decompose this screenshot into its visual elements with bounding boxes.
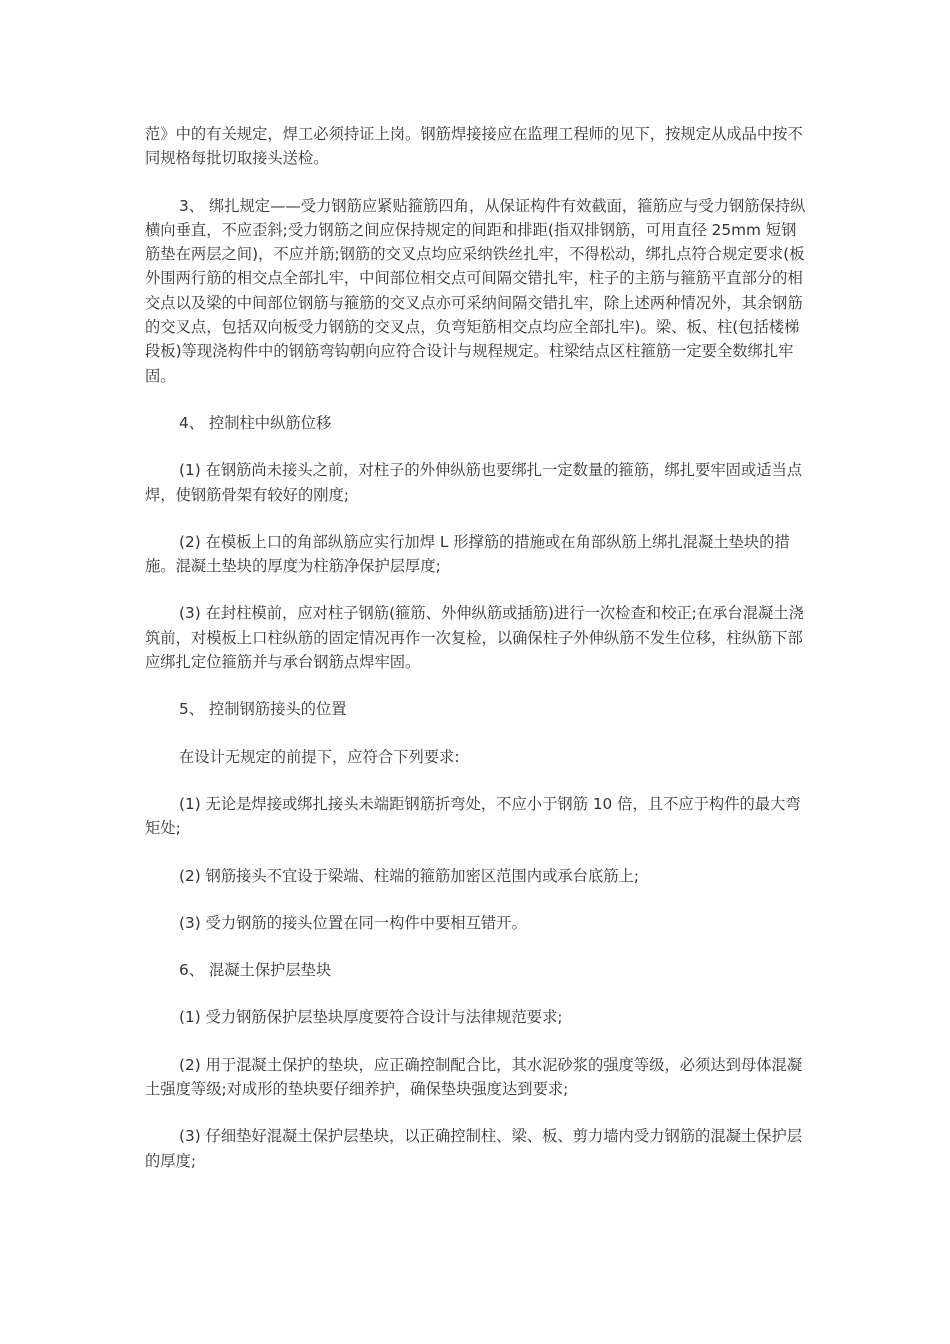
- paragraph: (3) 仔细垫好混凝土保护层垫块，以正确控制柱、梁、板、剪力墙内受力钢筋的混凝土保护层的厚度;: [145, 1127, 803, 1170]
- section-heading: 4、 控制柱中纵筋位移: [179, 413, 332, 432]
- paragraph: (2) 用于混凝土保护的垫块，应正确控制配合比，其水泥砂浆的强度等级，必须达到母体混凝土强度等级;对成形的垫块要仔细养护，确保垫块强度达到要求;: [145, 1055, 803, 1099]
- paragraph: 范》中的有关规定，焊工必须持证上岗。钢筋焊接接应在监理工程师的见下，按规定从成品中按不同规格每批切取接头送检。: [145, 125, 803, 168]
- paragraph: 3、 绑扎规定——受力钢筋应紧贴箍筋四角，从保证构件有效截面，箍筋应与受力钢筋保持纵横向垂直，不应歪斜;受力钢筋之间应保持规定的间距和排距(指双排钢筋，可用直径 25mm 短钢筋垫在两层之间)，不应并筋;钢筋的交叉点均应采纳铁丝扎牢，不得松动，绑扎点符合规定要求(板外围两行筋的相交点全部扎牢，中间部位相交点可间隔交错扎牢，柱子的主筋与箍筋平直部分的相交点以及梁的中间部位钢筋与箍筋的交叉点亦可采纳间隔交错扎牢，除上述两种情况外，其余钢筋的交叉点，包括双向板受力钢筋的交叉点，负弯矩筋相交点均应全部扎牢)。梁、板、柱(包括楼梯段板)等现浇构件中的钢筋弯钩朝向应符合设计与规程规定。柱梁结点区柱箍筋一定要全数绑扎牢固。: [145, 196, 806, 385]
- paragraph: (1) 受力钢筋保护层垫块厚度要符合设计与法律规范要求;: [179, 1008, 563, 1027]
- paragraph: (3) 在封柱模前，应对柱子钢筋(箍筋、外伸纵筋或插筋)进行一次检查和校正;在承台混凝土浇筑前，对模板上口柱纵筋的固定情况再作一次复检，以确保柱子外伸纵筋不发生位移，柱纵筋下部应绑扎定位箍筋并与承台钢筋点焊牢固。: [145, 604, 804, 672]
- document-body: [145, 122, 807, 1196]
- paragraph: (2) 钢筋接头不宜设于梁端、柱端的箍筋加密区范围内或承台底筋上;: [179, 866, 639, 885]
- paragraph: (1) 在钢筋尚未接头之前，对柱子的外伸纵筋也要绑扎一定数量的箍筋，绑扎要牢固或适当点焊，使钢筋骨架有较好的刚度;: [145, 461, 803, 504]
- paragraph: 在设计无规定的前提下，应符合下列要求:: [179, 747, 460, 766]
- section-heading: 5、 控制钢筋接头的位置: [179, 700, 347, 719]
- paragraph: (2) 在模板上口的角部纵筋应实行加焊 L 形撑筋的措施或在角部纵筋上绑扎混凝土垫块的措施。混凝土垫块的厚度为柱筋净保护层厚度;: [145, 532, 790, 576]
- section-heading: 6、 混凝土保护层垫块: [179, 961, 332, 980]
- paragraph: (1) 无论是焊接或绑扎接头未端距钢筋折弯处，不应小于钢筋 10 倍，且不应于构件的最大弯矩处;: [145, 794, 801, 838]
- paragraph: (3) 受力钢筋的接头位置在同一构件中要相互错开。: [179, 913, 527, 932]
